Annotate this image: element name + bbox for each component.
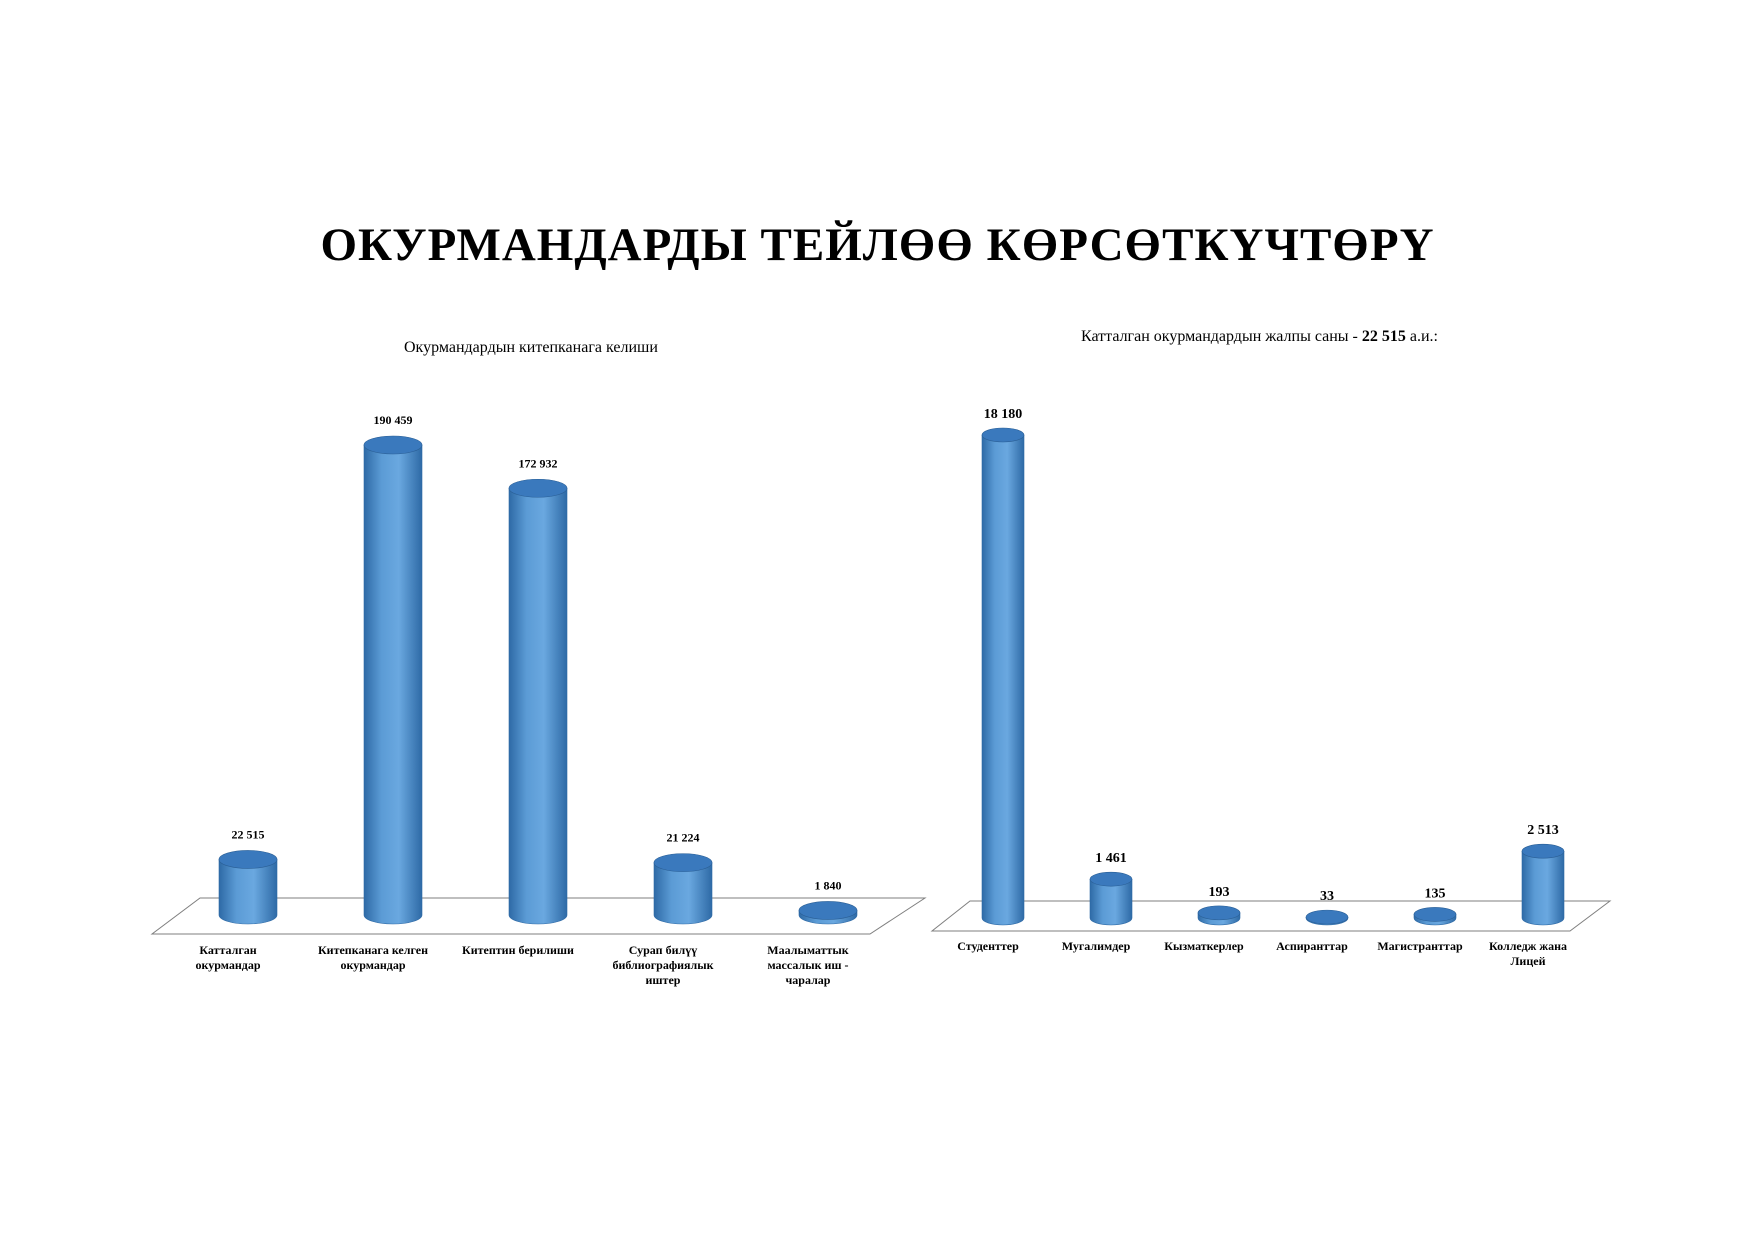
bar-top	[1522, 844, 1564, 858]
value-label: 2 513	[1527, 823, 1559, 839]
chart-title-visits-text: Окурмандардын китепканага келиши	[404, 339, 658, 356]
category-label: окурмандар	[195, 958, 261, 972]
value-label: 22 515	[231, 827, 265, 842]
category-label: Катталган	[199, 943, 257, 957]
category-label: Китептин берилиши	[462, 943, 574, 957]
bar-body	[1522, 851, 1564, 925]
bar-3	[654, 854, 712, 924]
bar-0	[219, 850, 277, 924]
chart-title-registered-suffix: а.и.:	[1405, 328, 1438, 345]
category-label: Китепканага келген	[317, 943, 429, 957]
value-label: 135	[1424, 886, 1446, 902]
bar-top	[1090, 872, 1132, 886]
category-label: Маалыматтык	[767, 943, 849, 957]
value-label: 1 461	[1095, 851, 1127, 867]
category-label: Сурап билүү	[628, 943, 698, 957]
value-label: 1 840	[814, 878, 842, 893]
category-label: Аспиранттар	[1276, 939, 1348, 953]
value-label: 193	[1208, 884, 1230, 900]
bar-body	[982, 435, 1024, 925]
bar-body	[219, 859, 277, 924]
chart-floor	[932, 901, 1610, 931]
chart-visits	[150, 360, 930, 1000]
bar-top	[219, 850, 277, 868]
bar-4	[1414, 907, 1456, 925]
bar-4	[799, 901, 857, 924]
category-label: библиографиялык	[612, 958, 714, 972]
value-label: 18 180	[983, 407, 1023, 422]
category-label: чаралар	[785, 973, 831, 987]
category-label: Лицей	[1510, 954, 1546, 968]
bar-body	[364, 445, 422, 924]
bar-2	[1198, 906, 1240, 925]
category-label: массалык иш -	[767, 958, 849, 972]
bar-top	[1414, 907, 1456, 921]
value-label: 190 459	[373, 413, 413, 427]
bar-top	[1198, 906, 1240, 920]
bar-5	[1522, 844, 1564, 925]
category-label: Мугалимдер	[1061, 939, 1131, 953]
chart-title-registered-text: Катталган окурмандардын жалпы саны -	[1081, 328, 1362, 345]
chart-title-visits	[404, 339, 658, 357]
chart-title-registered-total: 22 515	[1361, 328, 1406, 345]
chart-title-registered	[1081, 328, 1438, 346]
category-label: Колледж жана	[1489, 939, 1567, 953]
value-label: 21 224	[666, 830, 700, 845]
bar-top	[799, 901, 857, 919]
category-label: Магистранттар	[1377, 939, 1463, 953]
value-label: 172 932	[518, 456, 558, 471]
bar-top	[654, 854, 712, 872]
bar-top	[364, 436, 422, 454]
category-label: Кызматкерлер	[1164, 939, 1244, 953]
category-label: Студенттер	[957, 939, 1019, 953]
bar-1	[1090, 872, 1132, 925]
category-label: иштер	[645, 973, 681, 987]
value-label: 33	[1320, 889, 1334, 905]
bar-2	[509, 479, 567, 924]
category-label: окурмандар	[340, 958, 406, 972]
bar-body	[509, 488, 567, 924]
bar-3	[1306, 910, 1348, 925]
bar-1	[364, 436, 422, 924]
page-title: ОКУРМАНДАРДЫ ТЕЙЛӨӨ КӨРСӨТКҮЧТӨРҮ	[320, 219, 1435, 271]
bar-0	[982, 428, 1024, 925]
bar-top	[982, 428, 1024, 442]
chart-registered	[930, 360, 1630, 1000]
bar-top	[1306, 910, 1348, 924]
bar-top	[509, 479, 567, 497]
